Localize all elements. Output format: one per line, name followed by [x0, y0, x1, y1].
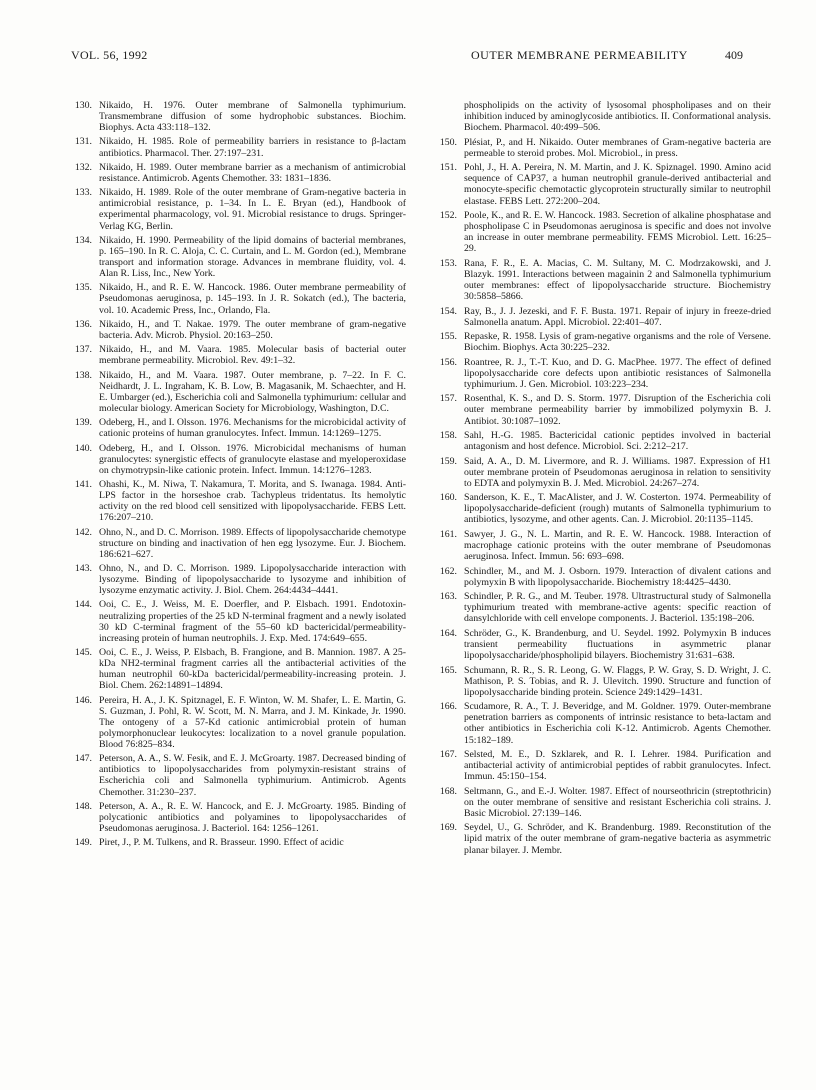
- reference-number: 163.: [439, 591, 457, 603]
- reference-entry: [439, 749, 771, 783]
- reference-number: 149.: [74, 837, 92, 849]
- reference-text: Ray, B., J. J. Jezeski, and F. F. Busta. 1971. Repair of injury in freeze-dried Salmonella anatum. Appl. Microbiol. 22:401–407.: [464, 305, 771, 328]
- reference-text: Nikaido, H. 1976. Outer membrane of Salmonella typhimurium. Transmembrane diffusion of some hydrophobic substances. Biochim. Biophys. Acta 433:118–132.: [99, 100, 406, 134]
- reference-entry: [74, 161, 406, 184]
- reference-entry: [439, 565, 771, 588]
- reference-text: Odeberg, H., and I. Olsson. 1976. Mechanisms for the microbicidal activity of cationic proteins of human granulocytes. Infect. Immun. 14:1269–1275.: [99, 417, 406, 440]
- reference-entry: [74, 318, 406, 341]
- reference-number: 148.: [74, 800, 92, 812]
- reference-text: Nikaido, H., and M. Vaara. 1985. Molecular basis of bacterial outer membrane permeability. Microbiol. Rev. 49:1–32.: [99, 344, 406, 367]
- reference-text: Sahl, H.-G. 1985. Bactericidal cationic peptides involved in bacterial antagonism and host defence. Microbiol. Sci. 2:212–217.: [464, 430, 771, 453]
- reference-text: Nikaido, H., and T. Nakae. 1979. The outer membrane of gram-negative bacteria. Adv. Microb. Physiol. 20:163–250.: [99, 318, 406, 341]
- reference-text: Roantree, R. J., T.-T. Kuo, and D. G. MacPhee. 1977. The effect of defined lipopolysaccharide core defects upon antibiotic resistances of Salmonella typhimurium. J. Gen. Microbiol. 103:223–234.: [464, 356, 771, 390]
- reference-number: 147.: [74, 753, 92, 765]
- reference-entry: [439, 210, 771, 255]
- reference-entry: [439, 822, 771, 856]
- reference-number: 144.: [74, 599, 92, 611]
- reference-entry: [74, 647, 406, 692]
- reference-text: Peterson, A. A., S. W. Fesik, and E. J. McGroarty. 1987. Decreased binding of antibiotics to lipopolysaccharides from polymyxin-resistant strains of Escherichia coli and Salmonella typhimurium. Antimicrob. Agents Chemother. 31:230–237.: [99, 753, 406, 798]
- reference-entry: [439, 701, 771, 746]
- reference-number: 132.: [74, 161, 92, 173]
- reference-text: Ooi, C. E., J. Weiss, M. E. Doerfler, and P. Elsbach. 1991. Endotoxin-neutralizing properties of the 25 kD N-terminal fragment and a newly isolated 30 kD C-terminal fragment of the 55–60 kD bactericidal/permeability-increasing protein of human neutrophils. J. Exp. Med. 174:649–655.: [99, 599, 406, 644]
- reference-entry: [439, 528, 771, 563]
- reference-number: 133.: [74, 187, 92, 199]
- reference-text: Seydel, U., G. Schröder, and K. Brandenburg. 1989. Reconstitution of the lipid matrix of the outer membrane of gram-negative bacteria as asymmetric planar bilayer. J. Membr.: [464, 822, 771, 856]
- reference-entry: [74, 563, 406, 597]
- reference-entry: [439, 356, 771, 390]
- reference-entry: [74, 753, 406, 798]
- reference-number: 152.: [439, 210, 457, 222]
- reference-entry: [74, 369, 406, 414]
- reference-number: 169.: [439, 822, 457, 834]
- reference-text: Sawyer, J. G., N. L. Martin, and R. E. W. Hancock. 1988. Interaction of macrophage cationic proteins with the outer membrane of Pseudomonas aeruginosa. Infect. Immun. 56: 693–698.: [464, 528, 771, 563]
- reference-number: 154.: [439, 305, 457, 317]
- reference-entry: [74, 526, 406, 560]
- reference-text: Repaske, R. 1958. Lysis of gram-negative organisms and the role of Versene. Biochim. Biophys. Acta 30:225–232.: [464, 331, 771, 354]
- reference-number: 141.: [74, 478, 92, 490]
- reference-text: Schindler, M., and M. J. Osborn. 1979. Interaction of divalent cations and polymyxin B with lipopolysaccharide. Biochemistry 18:4425–4430.: [464, 565, 771, 588]
- reference-entry: [464, 100, 771, 133]
- page-number: 409: [725, 48, 743, 62]
- reference-number: 138.: [74, 369, 92, 381]
- reference-number: 146.: [74, 694, 92, 706]
- reference-entry: [439, 257, 771, 303]
- reference-number: 151.: [439, 162, 457, 174]
- reference-text: phospholipids on the activity of lysosomal phospholipases and on their inhibition induced by aminoglycoside antibiotics. II. Conformational analysis. Biochem. Pharmacol. 40:499–506.: [464, 100, 771, 134]
- reference-number: 162.: [439, 565, 457, 577]
- reference-text: Scudamore, R. A., T. J. Beveridge, and M. Goldner. 1979. Outer-membrane penetration barriers as components of intrinsic resistance to beta-lactam and other antibiotics in Escherichia coli K-12. Antimicrob. Agents Chemother. 15:182–189.: [464, 701, 771, 746]
- reference-text: Schindler, P. R. G., and M. Teuber. 1978. Ultrastructural study of Salmonella typhimurium treated with membrane-active agents: specific reaction of dansylchloride with cell envelope components. J. Bacteriol. 135:198–206.: [464, 591, 771, 625]
- left-column: [74, 100, 406, 852]
- reference-number: 150.: [439, 136, 457, 148]
- reference-text: Odeberg, H., and I. Olsson. 1976. Microbicidal mechanisms of human granulocytes: synergistic effects of granulocyte elastase and myeloperoxidase on chymotrypsin-like cationic protein. Infect. Immun. 14:1276–1283.: [99, 442, 406, 476]
- volume-label: VOL. 56, 1992: [71, 48, 148, 62]
- reference-text: Schröder, G., K. Brandenburg, and U. Seydel. 1992. Polymyxin B induces transient permeability fluctuations in asymmetric planar lipopolysaccharide/phospholipid bilayers. Biochemistry 31:631–638.: [464, 627, 771, 662]
- reference-text: Rana, F. R., E. A. Macias, C. M. Sultany, M. C. Modrzakowski, and J. Blazyk. 1991. Interactions between magainin 2 and Salmonella typhimurium outer membranes: effect of lipopolysaccharide structure. Biochemistry 30:5858–5866.: [464, 257, 771, 303]
- reference-number: 167.: [439, 749, 457, 760]
- reference-entry: [74, 417, 406, 440]
- reference-entry: [439, 785, 771, 819]
- reference-entry: [439, 305, 771, 328]
- reference-entry: [439, 162, 771, 207]
- reference-entry: [74, 837, 406, 849]
- reference-number: 164.: [439, 627, 457, 639]
- reference-entry: [74, 442, 406, 476]
- reference-number: 160.: [439, 492, 457, 504]
- reference-text: Said, A. A., D. M. Livermore, and R. J. Williams. 1987. Expression of H1 outer membrane protein of Pseudomonas aeruginosa in relation to sensitivity to EDTA and polymyxin B. J. Med. Microbiol. 24:267–274.: [464, 455, 771, 489]
- reference-number: 134.: [74, 234, 92, 246]
- reference-number: 159.: [439, 455, 457, 467]
- reference-number: 142.: [74, 526, 92, 538]
- reference-entry: [74, 100, 406, 134]
- reference-text: Seltmann, G., and E.-J. Wolter. 1987. Effect of nourseothricin (streptothricin) on the outer membrane of sensitive and resistant Escherichia coli strains. J. Basic Microbiol. 27:139–146.: [464, 785, 771, 819]
- reference-entry: [439, 136, 771, 159]
- reference-number: 158.: [439, 430, 457, 442]
- reference-text: Rosenthal, K. S., and D. S. Storm. 1977. Disruption of the Escherichia coli outer membrane permeability barrier by immobilized polymyxin B. J. Antibiot. 30:1087–1092.: [464, 393, 771, 427]
- reference-number: 145.: [74, 647, 92, 659]
- reference-entry: [74, 187, 406, 232]
- reference-entry: [74, 800, 406, 834]
- reference-text: Nikaido, H., and M. Vaara. 1987. Outer membrane, p. 7–22. In F. C. Neidhardt, J. L. Ingraham, K. B. Low, B. Magasanik, M. Schaechter, and H. E. Umbarger (ed.), Escherichia coli and Salmonella typhimurium: cellular and molecular biology. American Society for Microbiology, Washington, D.C.: [99, 369, 406, 414]
- reference-number: 136.: [74, 318, 92, 330]
- reference-entry: [439, 492, 771, 526]
- reference-entry: [74, 478, 406, 524]
- reference-entry: [439, 591, 771, 625]
- reference-text: Ohno, N., and D. C. Morrison. 1989. Lipopolysaccharide interaction with lysozyme. Binding of lipopolysaccharide to lysozyme and inhibition of lysozyme enzymatic activity. J. Biol. Chem. 264:4434–4441.: [99, 563, 406, 597]
- reference-entry: [74, 344, 406, 367]
- reference-text: Nikaido, H. 1990. Permeability of the lipid domains of bacterial membranes, p. 165–190. In R. C. Aloja, C. C. Curtain, and L. M. Gordon (ed.), Membrane transport and information storage. Advances in membrane fluidity, vol. 4. Alan R. Liss, Inc., New York.: [99, 234, 406, 280]
- reference-text: Poole, K., and R. E. W. Hancock. 1983. Secretion of alkaline phosphatase and phospholipase C in Pseudomonas aeruginosa is specific and does not involve an increase in outer membrane permeability. FEMS Microbiol. Lett. 16:25–29.: [464, 210, 771, 255]
- reference-text: Nikaido, H., and R. E. W. Hancock. 1986. Outer membrane permeability of Pseudomonas aeruginosa, p. 145–193. In J. R. Sokatch (ed.), The bacteria, vol. 10. Academic Press, Inc., Orlando, Fla.: [99, 282, 406, 316]
- reference-text: Plésiat, P., and H. Nikaido. Outer membranes of Gram-negative bacteria are permeable to steroid probes. Mol. Microbiol., in press.: [464, 136, 771, 159]
- reference-number: 130.: [74, 100, 92, 111]
- reference-text: Ohashi, K., M. Niwa, T. Nakamura, T. Morita, and S. Iwanaga. 1984. Anti-LPS factor in the horseshoe crab. Tachypleus tridentatus. Its hemolytic activity on the red blood cell sensitized with lipopolysaccharide. FEBS Lett. 176:207–210.: [99, 478, 406, 524]
- reference-entry: [74, 694, 406, 750]
- reference-number: 156.: [439, 356, 457, 368]
- reference-text: Nikaido, H. 1989. Outer membrane barrier as a mechanism of antimicrobial resistance. Antimicrob. Agents Chemother. 33: 1831–1836.: [99, 161, 406, 184]
- reference-entry: [439, 627, 771, 662]
- reference-entry: [439, 430, 771, 453]
- reference-text: Schumann, R. R., S. R. Leong, G. W. Flaggs, P. W. Gray, S. D. Wright, J. C. Mathison, P. S. Tobias, and R. J. Ulevitch. 1990. Structure and function of lipopolysaccharide binding protein. Science 249:1429–1431.: [464, 664, 771, 698]
- reference-text: Nikaido, H. 1989. Role of the outer membrane of Gram-negative bacteria in antimicrobial resistance, p. 1–34. In L. E. Bryan (ed.), Handbook of experimental pharmacology, vol. 91. Microbial resistance to drugs. Springer-Verlag KG, Berlin.: [99, 187, 406, 232]
- reference-number: 137.: [74, 344, 92, 356]
- reference-entry: [74, 234, 406, 280]
- reference-number: 135.: [74, 282, 92, 294]
- reference-entry: [74, 599, 406, 644]
- running-header: [71, 48, 743, 64]
- reference-text: Ooi, C. E., J. Weiss, P. Elsbach, B. Frangione, and B. Mannion. 1987. A 25-kDa NH2-terminal fragment carries all the antibacterial activities of the human neutrophil 60-kDa bactericidal/permeability-increasing protein. J. Biol. Chem. 262:14891–14894.: [99, 647, 406, 692]
- reference-number: 165.: [439, 664, 457, 676]
- reference-entry: [439, 393, 771, 427]
- reference-number: 131.: [74, 136, 92, 148]
- reference-text: Peterson, A. A., R. E. W. Hancock, and E. J. McGroarty. 1985. Binding of polycationic antibiotics and polyamines to lipopolysaccharides of Pseudomonas aeruginosa. J. Bacteriol. 164: 1256–1261.: [99, 800, 406, 834]
- reference-text: Piret, J., P. M. Tulkens, and R. Brasseur. 1990. Effect of acidic: [99, 837, 344, 849]
- reference-text: Nikaido, H. 1985. Role of permeability barriers in resistance to β-lactam antibiotics. Pharmacol. Ther. 27:197–231.: [99, 136, 406, 159]
- reference-text: Pereira, H. A., J. K. Spitznagel, E. F. Winton, W. M. Shafer, L. E. Martin, G. S. Guzman, J. Pohl, R. W. Scott, M. N. Marra, and J. M. Kinkade, Jr. 1990. The ontogeny of a 57-Kd cationic antimicrobial protein of human polymorphonuclear leukocytes: localization to a novel granule population. Blood 76:825–834.: [99, 694, 406, 750]
- reference-entry: [439, 331, 771, 354]
- reference-entry: [74, 282, 406, 316]
- reference-number: 168.: [439, 785, 457, 797]
- right-column: [439, 100, 771, 859]
- reference-number: 155.: [439, 331, 457, 343]
- reference-number: 139.: [74, 417, 92, 429]
- reference-number: 143.: [74, 563, 92, 574]
- reference-entry: [439, 455, 771, 489]
- reference-number: 166.: [439, 701, 457, 713]
- reference-number: 161.: [439, 528, 457, 540]
- reference-text: Ohno, N., and D. C. Morrison. 1989. Effects of lipopolysaccharide chemotype structure on binding and inactivation of hen egg lysozyme. Eur. J. Biochem. 186:621–627.: [99, 526, 406, 560]
- reference-entry: [439, 664, 771, 698]
- reference-number: 140.: [74, 442, 92, 454]
- reference-entry: [74, 136, 406, 159]
- reference-number: 157.: [439, 393, 457, 405]
- reference-text: Pohl, J., H. A. Pereira, N. M. Martin, and J. K. Spiznagel. 1990. Amino acid sequence of CAP37, a human neutrophil granule-derived antibacterial and monocyte-specific chemotactic glycoprotein structurally similar to neutrophil elastase. FEBS Lett. 272:200–204.: [464, 162, 771, 207]
- reference-text: Sanderson, K. E., T. MacAlister, and J. W. Costerton. 1974. Permeability of lipopolysaccharide-deficient (rough) mutants of Salmonella typhimurium to antibiotics, lysozyme, and other agents. Can. J. Microbiol. 20:1135–1145.: [464, 492, 771, 526]
- reference-number: 153.: [439, 257, 457, 269]
- reference-text: Selsted, M. E., D. Szklarek, and R. I. Lehrer. 1984. Purification and antibacterial activity of antimicrobial peptides of rabbit granulocytes. Infect. Immun. 45:150–154.: [464, 749, 771, 783]
- running-title: OUTER MEMBRANE PERMEABILITY: [471, 48, 688, 62]
